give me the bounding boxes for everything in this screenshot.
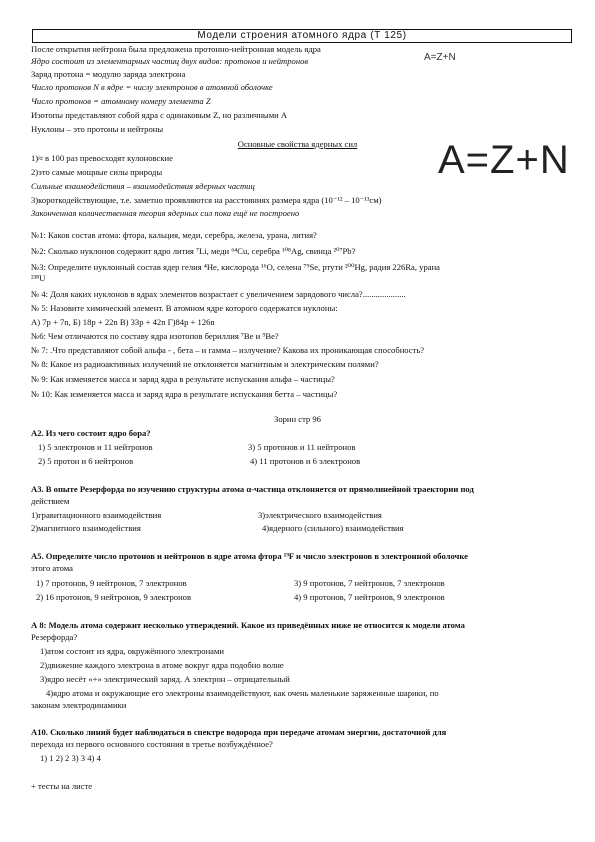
question-line: № 4: Доля каких нуклонов в ядрах элементов возрастает с увеличением зарядового числа?....................: [31, 289, 406, 299]
a8-question: А 8: Модель атома содержит несколько утверждений. Какое из приведённых ниже не относится к модели атома: [31, 620, 465, 630]
intro-line: Число протонов N в ядре = числу электронов в атомной оболочке: [31, 82, 273, 92]
a3-question: А3. В опыте Резерфорда по изучению структуры атома α-частица отклоняется от прямолинейной траектории под: [31, 484, 474, 494]
a3-option: 3)электрического взаимодействия: [258, 510, 382, 520]
a3-option: 1)гравитационного взаимодействия: [31, 510, 162, 520]
a5-question: А5. Определите число протонов и нейтронов в ядре атома фтора ¹⁹F и число электронов в электронной оболочке: [31, 551, 468, 561]
properties-heading: Основные свойства ядерных сил: [237, 139, 358, 149]
question-line: А) 7p + 7n, Б) 18p + 22n В) 33p + 42n Г)84p + 126n: [31, 317, 215, 327]
property-line: Сильные взаимодействия – взаимодействия ядерных частиц: [31, 181, 255, 191]
intro-line: Заряд протона = модулю заряда электрона: [31, 69, 186, 79]
a2-option: 3) 5 протонов и 11 нейтронов: [248, 442, 356, 452]
question-line: №2: Сколько нуклонов содержит ядро лития ⁷Li, меди ⁶⁴Cu, серебра ¹⁰⁸Ag, свинца ²⁰⁷Pb?: [31, 246, 356, 256]
question-line: №3: Определите нуклонный состав ядер гелия ⁴He, кислорода ¹⁶O, селена ⁷⁹Se, ртути ²⁰⁰Hg, радия 226Ra, урана: [31, 262, 440, 272]
question-line: № 9: Как изменяется масса и заряд ядра в результате испускания альфа – частицы?: [31, 374, 335, 384]
question-line: № 5: Назовите химический элемент. В атомном ядре которого содержатся нуклоны:: [31, 303, 338, 313]
a10-question-line: [31, 727, 446, 737]
a2-option: 2) 5 протон и 6 нейтронов: [38, 456, 134, 466]
intro-line: Изотопы представляют собой ядра с одинаковым Z, но различными A: [31, 110, 288, 120]
a8-option: 2)движение каждого электрона в атоме вокруг ядра подобно волне: [40, 660, 284, 670]
a2-option: 1) 5 электронов и 11 нейтронов: [38, 442, 153, 452]
question-line: ²³⁸U: [31, 273, 46, 283]
a5-option: 2) 16 протонов, 9 нейтронов, 9 электронов: [36, 592, 192, 602]
formula-big: A=Z+N: [438, 138, 570, 182]
question-line: № 8: Какое из радиоактивных излучений не отклоняется магнитным и электрическим полями?: [31, 359, 379, 369]
a8-question-line: Резерфорда?: [31, 632, 78, 642]
intro-line: После открытия нейтрона была предложена протонно-нейтронная модель ядра: [31, 44, 321, 54]
footer-note: + тесты на листе: [31, 781, 93, 791]
formula-small: A=Z+N: [424, 52, 456, 63]
a2-option: 4) 11 протонов и 6 электронов: [250, 456, 361, 466]
a5-option: 1) 7 протонов, 9 нейтронов, 7 электронов: [36, 578, 187, 588]
a8-question-line: [31, 620, 465, 630]
question-line: №1: Каков состав атома: фтора, кальция, меди, серебра, железа, урана, лития?: [31, 230, 317, 240]
a10-question: А10. Сколько линий будет наблюдаться в спектре водорода при передаче атомам энергии, достаточной для: [31, 727, 447, 737]
a8-option: 4)ядро атома и окружающие его электроны взаимодействуют, как очень маленькие заряженные шарики, по: [46, 688, 439, 698]
a5-option: 4) 9 протонов, 7 нейтронов, 9 электронов: [294, 592, 445, 602]
a3-option: 2)магнитного взаимодействия: [31, 523, 141, 533]
zorin-reference: Зорин стр 96: [274, 414, 321, 424]
a3-question-line: [31, 484, 474, 494]
a2-question: А2. Из чего состоит ядро бора?: [31, 428, 151, 438]
property-line: Законченная количественная теория ядерных сил пока ещё не построено: [31, 208, 300, 218]
property-line: 1)≈ в 100 раз превосходят кулоновские: [31, 153, 173, 163]
intro-line: Ядро состоит из элементарных частиц двух видов: протонов и нейтронов: [31, 56, 309, 66]
a5-question-line: [31, 551, 468, 561]
question-line: № 10: Как изменяется масса и заряд ядра в результате испускания бетта – частицы?: [31, 389, 338, 399]
property-line: 2)это самые мощные силы природы: [31, 167, 163, 177]
a10-options: 1) 1 2) 2 3) 3 4) 4: [40, 753, 101, 763]
question-line: № 7: .Что представляют собой альфа - , бета – и гамма – излучение? Какова их проникающая способность?: [31, 345, 425, 355]
a8-option: 1)атом состоит из ядра, окружённого электронами: [40, 646, 225, 656]
property-line: 3)короткодействующие, т.е. заметно проявляются на расстояниях размера ядра (10⁻¹² – 10⁻¹³см): [31, 195, 382, 205]
a5-question-line: этого атома: [31, 563, 73, 573]
a3-option: 4)ядерного (сильного) взаимодействия: [262, 523, 404, 533]
intro-line: Нуклоны – это протоны и нейтроны: [31, 124, 164, 134]
document-title: Модели строения атомного ядра (Т 125): [32, 29, 572, 43]
intro-line: Число протонов = атомному номеру элемента Z: [31, 96, 211, 106]
question-line: №6: Чем отличаются по составу ядра изотопов бериллия ⁷Be и ⁹Be?: [31, 331, 279, 341]
a3-question-line: действием: [31, 496, 70, 506]
a8-option: законам электродинамики: [31, 700, 127, 710]
a5-option: 3) 9 протонов, 7 нейтронов, 7 электронов: [294, 578, 445, 588]
a8-option: 3)ядро несёт «+» электрический заряд. А электрон – отрицательный: [40, 674, 290, 684]
a10-question-line: перехода из первого основного состояния в третье возбуждённое?: [31, 739, 273, 749]
